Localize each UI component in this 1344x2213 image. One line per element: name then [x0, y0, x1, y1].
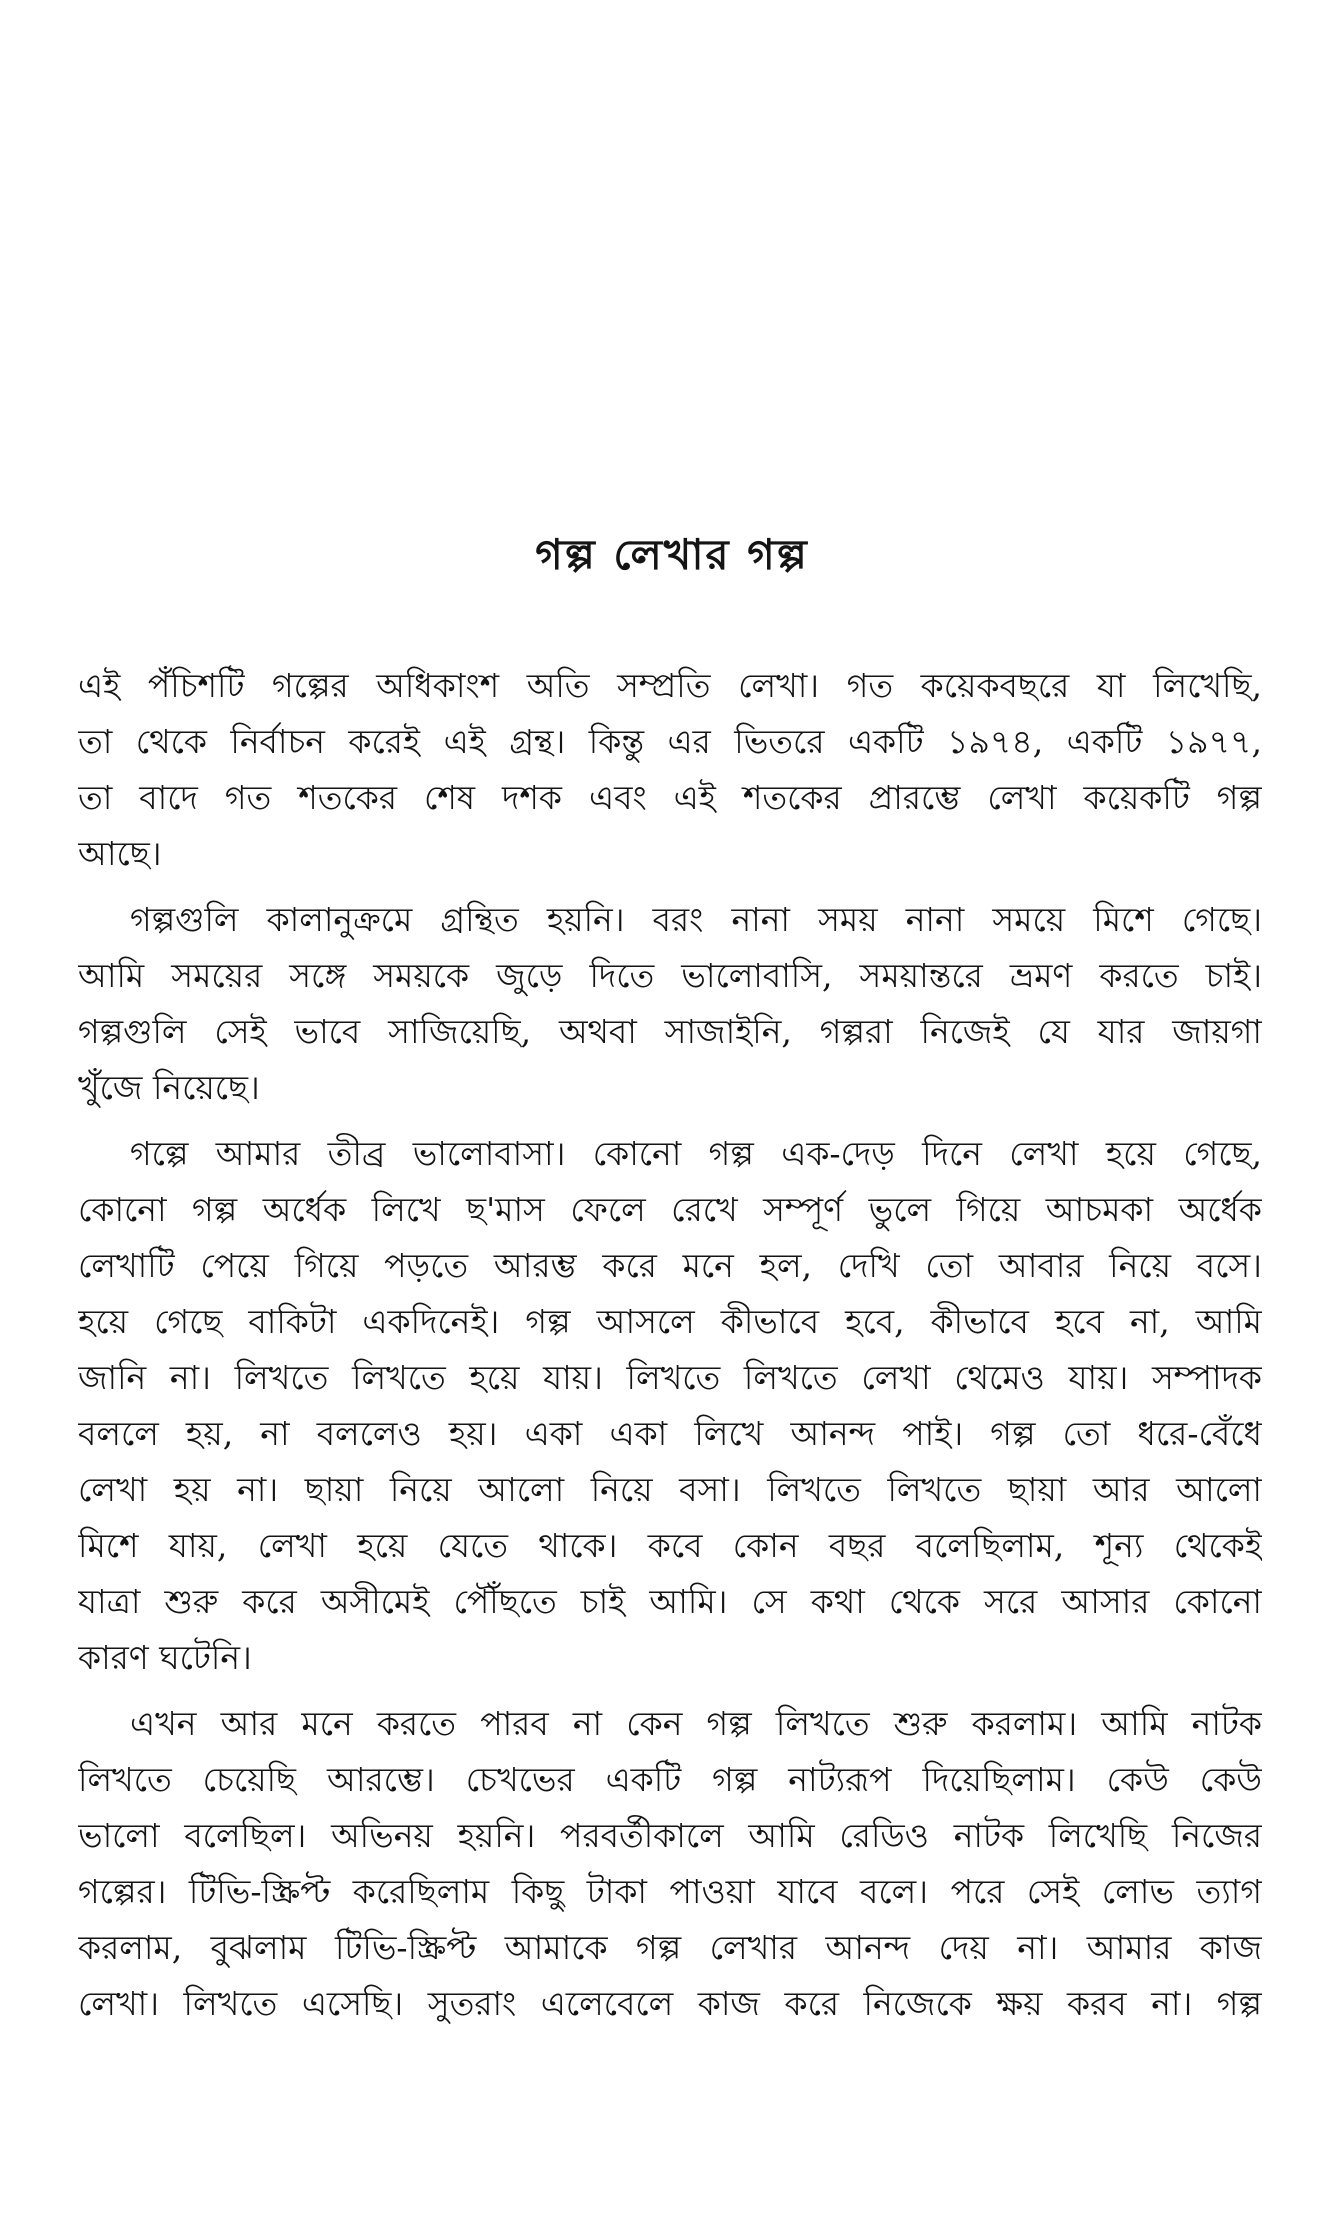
body-text: [78, 658, 1262, 2032]
text-line: মিশে যায়, লেখা হয়ে যেতে থাকে। কবে কোন বছর বলেছিলাম, শূন্য থেকেই: [78, 1526, 1262, 1565]
text-line: এই পঁচিশটি গল্পের অধিকাংশ অতি সম্প্রতি লেখা। গত কয়েকবছরে যা লিখেছি,: [78, 666, 1262, 705]
text-line: কোনো গল্প অর্ধেক লিখে ছ'মাস ফেলে রেখে সম্পূর্ণ ভুলে গিয়ে আচমকা অর্ধেক: [78, 1190, 1262, 1229]
text-line: খুঁজে নিয়েছে।: [78, 1068, 260, 1107]
paragraph-4: [78, 1696, 1262, 2032]
text-line: আছে।: [78, 834, 162, 873]
text-line: ভালো বলেছিল। অভিনয় হয়নি। পরবর্তীকালে আমি রেডিও নাটক লিখেছি নিজের: [78, 1816, 1262, 1855]
text-line: জানি না। লিখতে লিখতে হয়ে যায়। লিখতে লিখতে লেখা থেমেও যায়। সম্পাদক: [78, 1358, 1262, 1397]
paragraph-2: [78, 892, 1262, 1116]
text-line: তা বাদে গত শতকের শেষ দশক এবং এই শতকের প্রারম্ভে লেখা কয়েকটি গল্প: [78, 778, 1262, 817]
text-line: লিখতে চেয়েছি আরম্ভে। চেখভের একটি গল্প নাট্যরূপ দিয়েছিলাম। কেউ কেউ: [78, 1760, 1262, 1799]
text-line: হয়ে গেছে বাকিটা একদিনেই। গল্প আসলে কীভাবে হবে, কীভাবে হবে না, আমি: [78, 1302, 1262, 1341]
text-line: লেখাটি পেয়ে গিয়ে পড়তে আরম্ভ করে মনে হল, দেখি তো আবার নিয়ে বসে।: [78, 1246, 1262, 1285]
text-line: কারণ ঘটেনি।: [78, 1638, 252, 1677]
paragraph-3: [78, 1126, 1262, 1686]
text-line: তা থেকে নির্বাচন করেই এই গ্রন্থ। কিন্তু এর ভিতরে একটি ১৯৭৪, একটি ১৯৭৭,: [78, 722, 1262, 761]
chapter-title: গল্প লেখার গল্প: [535, 530, 809, 579]
text-line: গল্পগুলি কালানুক্রমে গ্রন্থিত হয়নি। বরং নানা সময় নানা সময়ে মিশে গেছে।: [130, 900, 1262, 939]
text-line: আমি সময়ের সঙ্গে সময়কে জুড়ে দিতে ভালোবাসি, সময়ান্তরে ভ্রমণ করতে চাই।: [78, 956, 1262, 995]
text-line: গল্পে আমার তীব্র ভালোবাসা। কোনো গল্প এক-দেড় দিনে লেখা হয়ে গেছে,: [130, 1134, 1262, 1173]
text-line: এখন আর মনে করতে পারব না কেন গল্প লিখতে শুরু করলাম। আমি নাটক: [130, 1704, 1262, 1743]
paragraph-1: [78, 658, 1262, 882]
text-line: বললে হয়, না বললেও হয়। একা একা লিখে আনন্দ পাই। গল্প তো ধরে-বেঁধে: [78, 1414, 1262, 1453]
text-line: যাত্রা শুরু করে অসীমেই পৌঁছতে চাই আমি। সে কথা থেকে সরে আসার কোনো: [78, 1582, 1262, 1621]
text-line: লেখা। লিখতে এসেছি। সুতরাং এলেবেলে কাজ করে নিজেকে ক্ষয় করব না। গল্প: [78, 1984, 1262, 2023]
text-line: গল্পের। টিভি-স্ক্রিপ্ট করেছিলাম কিছু টাকা পাওয়া যাবে বলে। পরে সেই লোভ ত্যাগ: [78, 1872, 1262, 1911]
text-line: করলাম, বুঝলাম টিভি-স্ক্রিপ্ট আমাকে গল্প লেখার আনন্দ দেয় না। আমার কাজ: [78, 1928, 1262, 1967]
text-line: গল্পগুলি সেই ভাবে সাজিয়েছি, অথবা সাজাইনি, গল্পরা নিজেই যে যার জায়গা: [78, 1012, 1262, 1051]
text-line: লেখা হয় না। ছায়া নিয়ে আলো নিয়ে বসা। লিখতে লিখতে ছায়া আর আলো: [78, 1470, 1262, 1509]
